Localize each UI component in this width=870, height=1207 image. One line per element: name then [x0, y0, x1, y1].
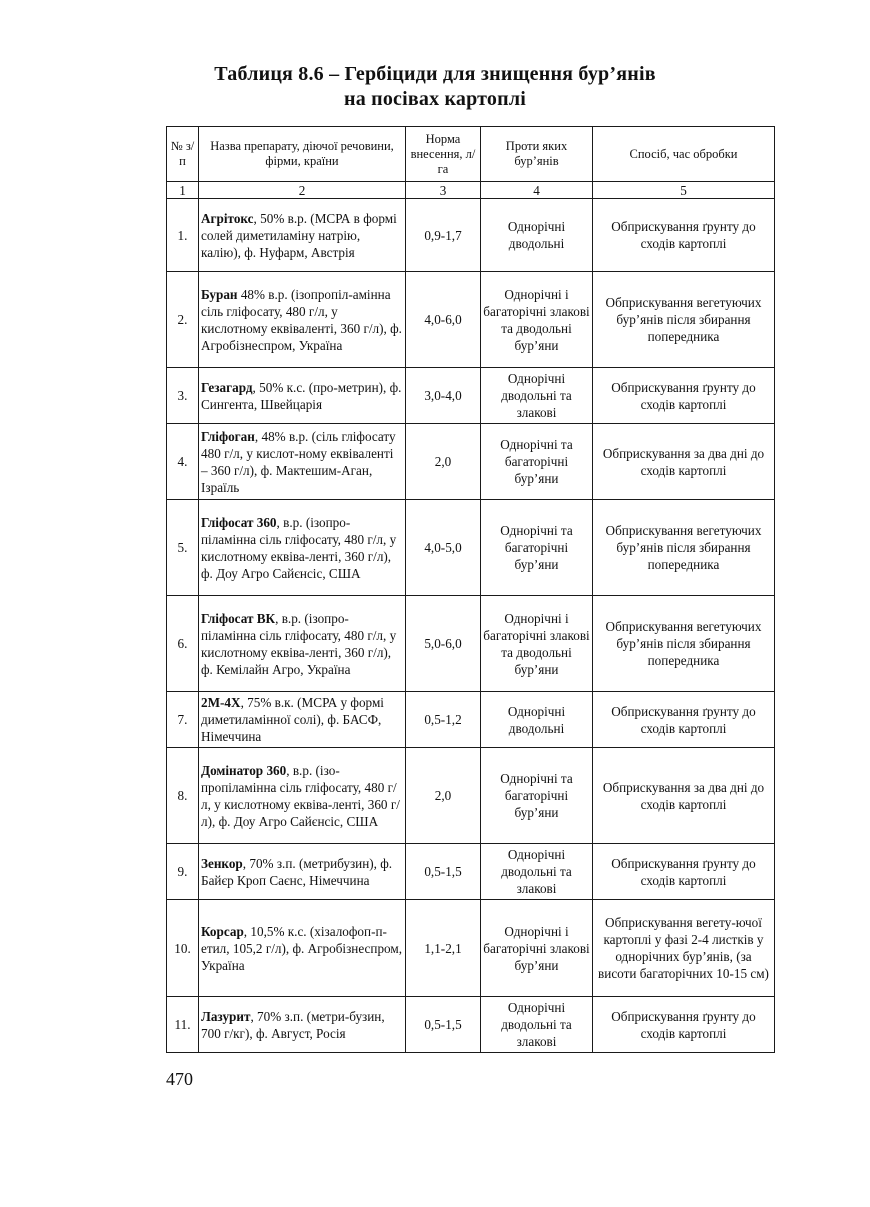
- product-details: , 70% з.п. (метрибузин), ф. Байєр Кроп Саєнс, Німеччина: [201, 855, 393, 888]
- product-name: Гліфосат 360: [201, 514, 277, 530]
- product-name: 2М-4Х: [201, 695, 241, 710]
- treatment-method: Обприскування вегетуючих бур’янів після збирання попередника: [593, 500, 775, 596]
- row-number: 10.: [167, 900, 199, 997]
- application-rate: 0,5-1,2: [406, 692, 481, 748]
- header-cell: Проти яких бур’янів: [481, 127, 593, 182]
- row-number: 7.: [167, 692, 199, 748]
- target-weeds: Однорічні дводольні: [481, 692, 593, 748]
- row-number: 4.: [167, 424, 199, 500]
- index-cell: 1: [167, 182, 199, 199]
- application-rate: 0,9-1,7: [406, 199, 481, 272]
- index-cell: 2: [199, 182, 406, 199]
- treatment-method: Обприскування вегету-ючої картоплі у фазі 2-4 листків у однорічних бур’янів, (за висоти багаторічних 10-15 см): [593, 900, 775, 997]
- row-number: 3.: [167, 368, 199, 424]
- product-cell: [199, 424, 406, 500]
- column-index-row: [167, 182, 775, 199]
- product-cell: [199, 692, 406, 748]
- header-row: [167, 127, 775, 182]
- product-cell: [199, 272, 406, 368]
- target-weeds: Однорічні і багаторічні злакові та дводольні бур’яни: [481, 272, 593, 368]
- row-number: 2.: [167, 272, 199, 368]
- table-row: [167, 844, 775, 900]
- product-cell: [199, 199, 406, 272]
- header-cell: № з/п: [167, 127, 199, 182]
- treatment-method: Обприскування вегетуючих бур’янів після збирання попередника: [593, 272, 775, 368]
- treatment-method: Обприскування ґрунту до сходів картоплі: [593, 844, 775, 900]
- application-rate: 2,0: [406, 748, 481, 844]
- application-rate: 4,0-5,0: [406, 500, 481, 596]
- application-rate: 0,5-1,5: [406, 997, 481, 1053]
- page-number: 470: [166, 1069, 193, 1089]
- target-weeds: Однорічні і багаторічні злакові бур’яни: [481, 900, 593, 997]
- table-subtitle: на посівах картоплі: [343, 88, 527, 110]
- table-row: [167, 596, 775, 692]
- product-details: , 70% з.п. (метри-бузин, 700 г/кг), ф. Август, Росія: [201, 1008, 385, 1041]
- header-cell: Назва препарату, діючої речовини, фірми, країни: [199, 127, 406, 182]
- treatment-method: Обприскування вегетуючих бур’янів після збирання попередника: [593, 596, 775, 692]
- product-details: , в.р. (ізопро-піламінна сіль гліфосату, 480 г/л, у кислотному еквіва-ленті, 360 г/л), ф. Кемілайн Агро, Україна: [201, 610, 397, 677]
- product-details: , 48% в.р. (сіль гліфосату 480 г/л, у кислот-ному еквіваленті – 360 г/л), ф. Мактешим-Аган, Ізраїль: [201, 428, 396, 495]
- product-name: Гезагард: [201, 379, 253, 395]
- table-row: [167, 500, 775, 596]
- herbicide-table: [166, 126, 775, 1053]
- header-cell: Спосіб, час обробки: [593, 127, 775, 182]
- product-cell: [199, 844, 406, 900]
- treatment-method: Обприскування ґрунту до сходів картоплі: [593, 368, 775, 424]
- target-weeds: Однорічні дводольні та злакові: [481, 997, 593, 1053]
- product-name: Буран: [201, 286, 238, 302]
- table-row: [167, 997, 775, 1053]
- product-name: Домінатор 360: [201, 762, 287, 778]
- application-rate: 3,0-4,0: [406, 368, 481, 424]
- product-details: , 50% в.р. (МСРА в формі солей диметиламіну натрію, калію), ф. Нуфарм, Австрія: [201, 210, 397, 260]
- header-cell: Норма внесення, л/га: [406, 127, 481, 182]
- row-number: 6.: [167, 596, 199, 692]
- application-rate: 0,5-1,5: [406, 844, 481, 900]
- product-cell: [199, 997, 406, 1053]
- row-number: 9.: [167, 844, 199, 900]
- table-row: [167, 748, 775, 844]
- product-cell: [199, 900, 406, 997]
- target-weeds: Однорічні і багаторічні злакові та дводольні бур’яни: [481, 596, 593, 692]
- product-name: Лазурит: [201, 1008, 251, 1024]
- table-row: [167, 272, 775, 368]
- table-row: [167, 424, 775, 500]
- table-row: [167, 199, 775, 272]
- product-cell: [199, 748, 406, 844]
- table-row: [167, 368, 775, 424]
- application-rate: 4,0-6,0: [406, 272, 481, 368]
- target-weeds: Однорічні дводольні та злакові: [481, 368, 593, 424]
- treatment-method: Обприскування ґрунту до сходів картоплі: [593, 199, 775, 272]
- row-number: 11.: [167, 997, 199, 1053]
- product-details: , 10,5% к.с. (хізалофоп-п-етил, 105,2 г/л), ф. Агробізнеспром, Україна: [201, 923, 403, 973]
- table-title: Таблиця 8.6 – Гербіциди для знищення бур’янів: [214, 63, 656, 85]
- application-rate: 5,0-6,0: [406, 596, 481, 692]
- row-number: 5.: [167, 500, 199, 596]
- target-weeds: Однорічні дводольні: [481, 199, 593, 272]
- product-details: , в.р. (ізо-пропіламінна сіль гліфосату, 480 г/л, у кислотному еквіва-ленті, 360 г/л), ф. Доу Агро Сайєнсіс, США: [201, 762, 400, 829]
- product-name: Гліфосат ВК: [201, 610, 276, 626]
- application-rate: 2,0: [406, 424, 481, 500]
- treatment-method: Обприскування ґрунту до сходів картоплі: [593, 692, 775, 748]
- product-name: Корсар: [201, 923, 244, 939]
- target-weeds: Однорічні та багаторічні бур’яни: [481, 748, 593, 844]
- index-cell: 3: [406, 182, 481, 199]
- index-cell: 5: [593, 182, 775, 199]
- target-weeds: Однорічні та багаторічні бур’яни: [481, 500, 593, 596]
- application-rate: 1,1-2,1: [406, 900, 481, 997]
- row-number: 1.: [167, 199, 199, 272]
- treatment-method: Обприскування ґрунту до сходів картоплі: [593, 997, 775, 1053]
- target-weeds: Однорічні та багаторічні бур’яни: [481, 424, 593, 500]
- target-weeds: Однорічні дводольні та злакові: [481, 844, 593, 900]
- product-details: 48% в.р. (ізопропіл-амінна сіль гліфосату, 480 г/л, у кислотному еквіваленті, 360 г/л), ф. Агробізнеспром, Україна: [201, 286, 402, 353]
- treatment-method: Обприскування за два дні до сходів картоплі: [593, 748, 775, 844]
- product-name: Зенкор: [201, 855, 243, 871]
- product-details: , 50% к.с. (про-метрин), ф. Сингента, Швейцарія: [201, 379, 402, 412]
- product-cell: [199, 500, 406, 596]
- product-details: , 75% в.к. (МСРА у формі диметиламінної солі), ф. БАСФ, Німеччина: [201, 695, 384, 744]
- product-cell: [199, 596, 406, 692]
- product-cell: [199, 368, 406, 424]
- product-name: Гліфоган: [201, 428, 255, 444]
- table-row: [167, 900, 775, 997]
- product-name: Агрітокс: [201, 210, 254, 226]
- index-cell: 4: [481, 182, 593, 199]
- product-details: , в.р. (ізопро-піламінна сіль гліфосату, 480 г/л, у кислотному еквіва-ленті, 360 г/л), ф. Доу Агро Сайєнсіс, США: [201, 514, 397, 581]
- row-number: 8.: [167, 748, 199, 844]
- table-row: [167, 692, 775, 748]
- treatment-method: Обприскування за два дні до сходів картоплі: [593, 424, 775, 500]
